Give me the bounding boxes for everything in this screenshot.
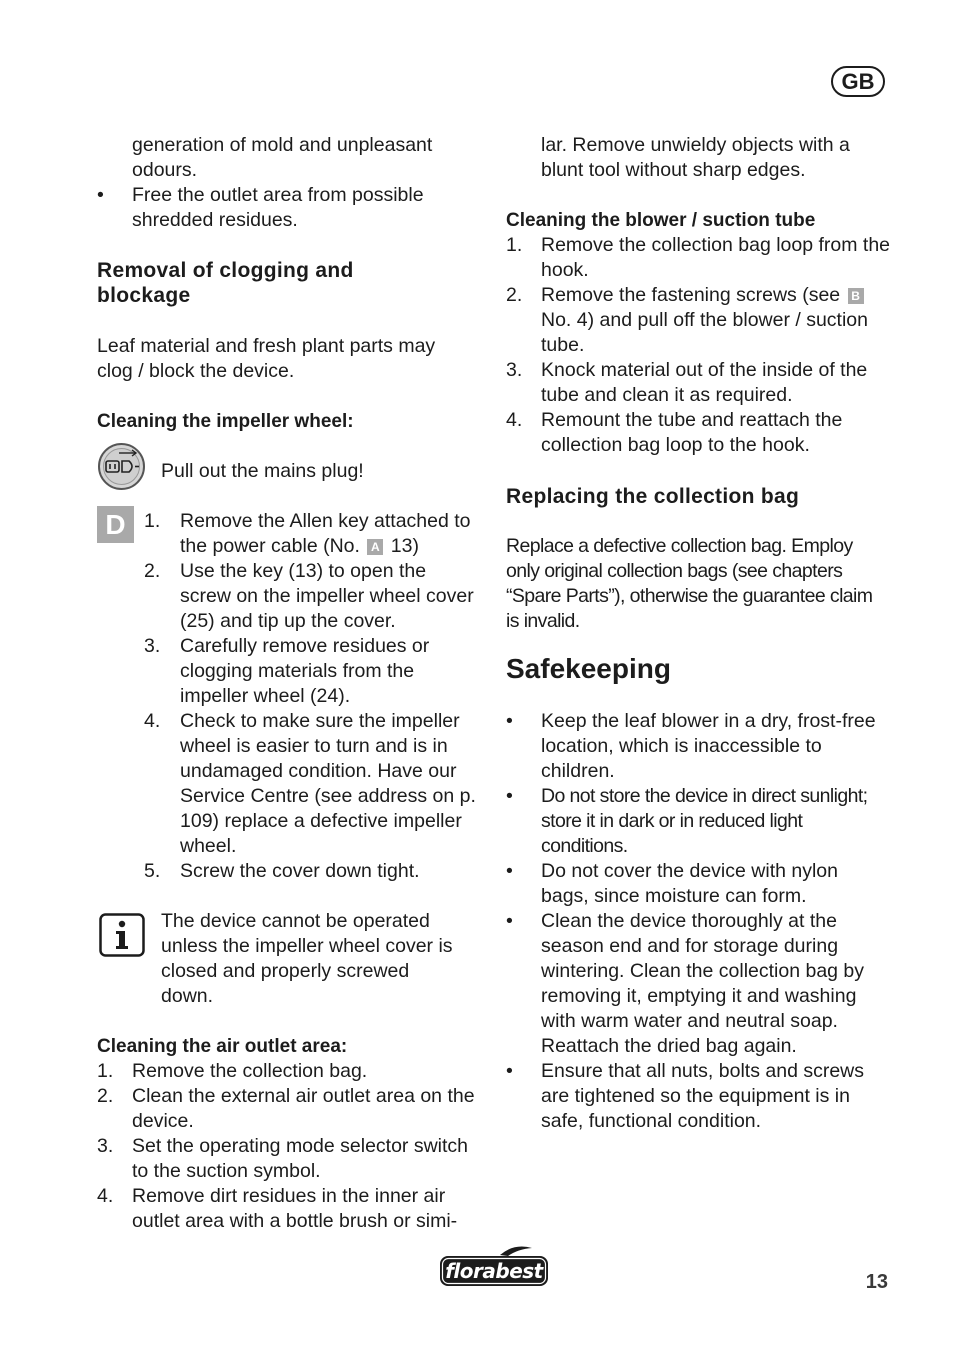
- list-item: [506, 784, 891, 859]
- figure-ref-b: B: [848, 288, 864, 304]
- step-number: 4.: [506, 409, 523, 431]
- safekeeping-list: [506, 709, 891, 1134]
- step-text: Remove the Allen key attached to the power cable (No.: [180, 510, 471, 557]
- list-item: [506, 1059, 891, 1134]
- step-number: 1.: [97, 1060, 114, 1082]
- tube-steps: [506, 233, 891, 458]
- clog-heading: Removal of clogging and blockage: [97, 259, 354, 307]
- bag-heading: Replacing the collection bag: [506, 485, 800, 508]
- bag-text: Replace a defective collection bag. Employ only original collection bags (see chapters “Spare Parts”), otherwise the guarantee claim is invalid.: [506, 535, 873, 632]
- list-item: [97, 1134, 477, 1184]
- step-text: Remount the tube and reattach the collection bag loop to the hook.: [541, 409, 843, 456]
- figure-ref-a: A: [367, 539, 383, 555]
- step-text: Remove the collection bag.: [132, 1060, 368, 1082]
- country-code: GB: [841, 69, 875, 94]
- intro-bullet: •: [97, 184, 104, 206]
- list-item: [506, 709, 891, 784]
- list-item: [506, 358, 891, 408]
- step-text: Use the key (13) to open the screw on the impeller wheel cover (25) and tip up the cover.: [180, 560, 474, 632]
- item-text: Keep the leaf blower in a dry, frost-free location, which is inaccessible to children.: [541, 710, 876, 782]
- figure-letter-box: [97, 506, 134, 543]
- step-text: Screw the cover down tight.: [180, 860, 420, 882]
- impeller-steps: [144, 509, 479, 884]
- info-note: The device cannot be operated unless the impeller wheel cover is closed and properly screwed down.: [161, 910, 453, 1007]
- intro-item: [97, 183, 477, 233]
- step-number: 1.: [506, 234, 523, 256]
- step-number: 1.: [144, 510, 161, 532]
- plug-warning: Pull out the mains plug!: [161, 460, 364, 482]
- brand-name: florabest: [445, 1259, 543, 1283]
- figure-letter: D: [105, 509, 126, 540]
- step-text: Remove dirt residues in the inner air outlet area with a bottle brush or simi-: [132, 1185, 458, 1232]
- safekeeping-heading: Safekeeping: [506, 653, 671, 684]
- step-text: Remove the fastening screws (see: [541, 284, 846, 306]
- item-text: Do not cover the device with nylon bags, since moisture can form.: [541, 860, 838, 907]
- step-text: Check to make sure the impeller wheel is easier to turn and is in undamaged condition. Have our Service Centre (see address on p. 109) replace a defective impeller wheel.: [180, 710, 476, 857]
- list-item: [506, 909, 891, 1059]
- florabest-logo: [438, 1245, 550, 1289]
- step-number: 4.: [97, 1185, 114, 1207]
- bullet: •: [506, 860, 513, 882]
- list-item: [506, 859, 891, 909]
- clog-text: Leaf material and fresh plant parts may clog / block the device.: [97, 335, 436, 382]
- step-text: Set the operating mode selector switch to the suction symbol.: [132, 1135, 469, 1182]
- step-number: 2.: [97, 1085, 114, 1107]
- bullet: •: [506, 785, 513, 807]
- info-icon: [99, 913, 145, 957]
- list-item: [144, 709, 479, 859]
- item-text: Clean the device thoroughly at the season end and for storage during wintering. Clean the collection bag by removing it, emptying it and washing with warm water and neutral soap. Reattach the dried bag again.: [541, 910, 865, 1057]
- list-item: [144, 859, 479, 884]
- intro-list: [97, 133, 477, 233]
- bullet: •: [506, 910, 513, 932]
- step-text: 13): [385, 535, 419, 557]
- item-text: Ensure that all nuts, bolts and screws are tightened so the equipment is in safe, functional condition.: [541, 1060, 864, 1132]
- continuation-text: lar. Remove unwieldy objects with a blunt tool without sharp edges.: [541, 134, 850, 181]
- impeller-heading: Cleaning the impeller wheel:: [97, 411, 354, 432]
- step-number: 4.: [144, 710, 161, 732]
- step-text: Knock material out of the inside of the tube and clean it as required.: [541, 359, 868, 406]
- intro-item: [97, 133, 477, 183]
- step-number: 3.: [97, 1135, 114, 1157]
- step-text: Carefully remove residues or clogging materials from the impeller wheel (24).: [180, 635, 430, 707]
- intro-text: generation of mold and unpleasant odours.: [132, 134, 433, 181]
- step-text: Clean the external air outlet area on the device.: [132, 1085, 475, 1132]
- outlet-steps: [97, 1059, 477, 1234]
- country-badge: [831, 66, 885, 97]
- list-item: [97, 1059, 477, 1084]
- step-number: 2.: [506, 284, 523, 306]
- item-text: Do not store the device in direct sunlight; store it in dark or in reduced light conditions.: [541, 785, 868, 857]
- outlet-heading: Cleaning the air outlet area:: [97, 1036, 348, 1057]
- list-item: [506, 233, 891, 283]
- list-item: [144, 509, 479, 559]
- step-number: 3.: [506, 359, 523, 381]
- step-text: No. 4) and pull off the blower / suction tube.: [541, 309, 868, 356]
- step-number: 3.: [144, 635, 161, 657]
- page-number: 13: [865, 1271, 888, 1293]
- list-item: [506, 408, 891, 458]
- list-item: [144, 559, 479, 634]
- step-text: Remove the collection bag loop from the hook.: [541, 234, 891, 281]
- tube-heading: Cleaning the blower / suction tube: [506, 210, 816, 231]
- list-item: [506, 283, 891, 358]
- step-number: 2.: [144, 560, 161, 582]
- bullet: •: [506, 1060, 513, 1082]
- list-item: [144, 634, 479, 709]
- mains-plug-icon: [97, 442, 146, 491]
- list-item: [97, 1084, 477, 1134]
- intro-text: Free the outlet area from possible shredded residues.: [132, 184, 424, 231]
- list-item: [97, 1184, 477, 1234]
- bullet: •: [506, 710, 513, 732]
- step-number: 5.: [144, 860, 161, 882]
